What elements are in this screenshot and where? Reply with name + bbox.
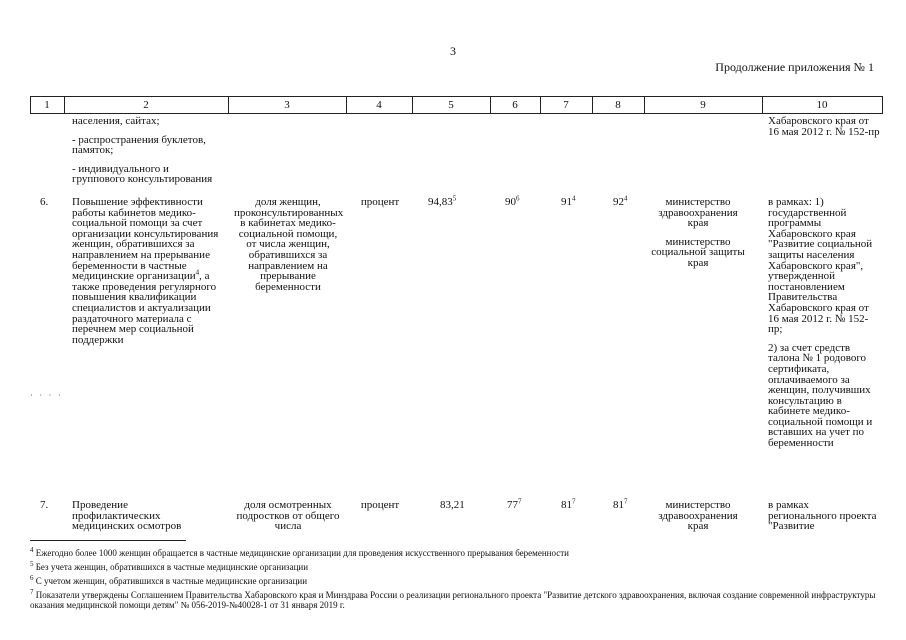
footnote-text: Ежегодно более 1000 женщин обращается в частные медицинские организации для проведения искусственного прерывания беременности	[33, 548, 569, 558]
row6-name	[72, 197, 222, 345]
footnote-mark: 5	[30, 560, 34, 568]
col-divider	[882, 96, 883, 113]
value: 91	[561, 196, 572, 208]
carry-line: - индивидуального и группового консультирования	[72, 162, 213, 186]
col-header: 6	[512, 99, 518, 111]
footnote-separator	[30, 540, 186, 541]
row7-value-5: 83,21	[440, 499, 465, 511]
row7-source: в рамках регионального проекта "Развитие	[768, 499, 877, 533]
footnote-ref: 4	[195, 268, 200, 277]
row7-value-6	[507, 497, 522, 511]
row7-name: Проведение профилактических медицинских осмотров	[72, 499, 182, 533]
col-header: 10	[816, 99, 828, 111]
col-header: 4	[376, 99, 382, 111]
page-number: 3	[450, 44, 456, 58]
table-header-bottom-border	[30, 113, 883, 114]
row6-name-text: Повышение эффективности работы кабинетов медико-социальной помощи за счет организации консультирования женщин, обратившихся за направлением на прерывание беременности в частные медицинские организации	[72, 196, 219, 283]
row7-indicator: доля осмотренных подростков от общего числа	[236, 499, 340, 533]
footnote	[30, 590, 880, 610]
footnote-text: С учетом женщин, обратившихся в частные медицинские организации	[33, 576, 308, 586]
col-header: 3	[284, 99, 290, 111]
col-header: 5	[448, 99, 454, 111]
footnote-text: Без учета женщин, обратившихся в частные медицинские организации	[33, 562, 309, 572]
row6-unit: процент	[360, 196, 400, 208]
row6-name-tail: , а также проведения регулярного повышения квалификации специалистов и актуализации раздаточного материала с перечнем мер социальной поддержки	[72, 270, 217, 346]
row6-indicator: доля женщин, проконсультированных в кабинетах медико-социальной помощи, от числа женщин, обратившихся за направлением на прерывание беременности	[234, 196, 344, 293]
continuation-label: Продолжение приложения № 1	[715, 60, 874, 74]
row7-number: 7.	[40, 499, 49, 511]
source-item: 2) за счет средств талона № 1 родового сертификата, оплачиваемого за женщин, получивших консультацию в кабинете медико-социальной помощи и вставших на учет по беременности	[768, 341, 873, 450]
col-header: 1	[44, 99, 50, 111]
row6-value-7	[561, 194, 576, 208]
carry-line: - распространения буклетов, памяток;	[72, 133, 206, 157]
footnote-ref: 7	[572, 497, 576, 506]
footnote-mark: 6	[30, 574, 34, 582]
footnote-text: Показатели утверждены Соглашением Правительства Хабаровского края и Минздрава России о реализации регионального проекта "Развитие детского здравоохранения, включая создание современной инфраструктуры оказания медицинской помощи детям" № 056-2019-№40028-1 от 31 января 2019 г.	[30, 590, 876, 610]
value: 94,83	[428, 196, 453, 208]
footnote-mark: 7	[30, 588, 34, 596]
row7-unit: процент	[360, 499, 400, 511]
footnote-ref: 5	[452, 194, 457, 203]
col-header: 9	[700, 99, 706, 111]
value: 92	[613, 196, 624, 208]
footnote	[30, 548, 880, 558]
footnote-ref: 6	[516, 194, 520, 203]
carry-line: населения, сайтах;	[72, 115, 160, 127]
source-item: в рамках: 1) государственной программы Хабаровского края "Развитие социальной защиты населения Хабаровского края", утвержденной постановлением Правительства Хабаровского края от 16 мая 2012 г. № 152-пр;	[768, 196, 873, 336]
carry-col2	[72, 116, 224, 193]
col-header: 2	[143, 99, 149, 111]
carry-col10: Хабаровского края от 16 мая 2012 г. № 152-пр	[768, 115, 880, 138]
row6-value-8	[613, 194, 628, 208]
footnote-ref: 4	[624, 194, 628, 203]
executor: министерство здравоохранения края	[658, 196, 738, 230]
executor: министерство социальной защиты края	[651, 235, 745, 269]
col-header: 7	[563, 99, 569, 111]
footnote-ref: 4	[572, 194, 576, 203]
row7-value-8	[613, 497, 628, 511]
footnote	[30, 576, 880, 586]
row6-number: 6.	[40, 196, 49, 208]
row7-value-7	[561, 497, 576, 511]
row6-value-6	[505, 194, 520, 208]
footnote-mark: 4	[30, 546, 34, 554]
footnote	[30, 562, 880, 572]
row6-source	[768, 197, 880, 449]
footnote-ref: 7	[518, 497, 522, 506]
row7-executor: министерство здравоохранения края	[658, 499, 738, 533]
row6-value-5	[428, 194, 457, 208]
value: 81	[561, 499, 572, 511]
scan-artifact: · · · ·	[30, 390, 63, 400]
value: 77	[507, 499, 518, 511]
value: 81	[613, 499, 624, 511]
footnote-ref: 7	[624, 497, 628, 506]
value: 90	[505, 196, 516, 208]
row6-executors	[648, 197, 748, 269]
col-header: 8	[615, 99, 621, 111]
